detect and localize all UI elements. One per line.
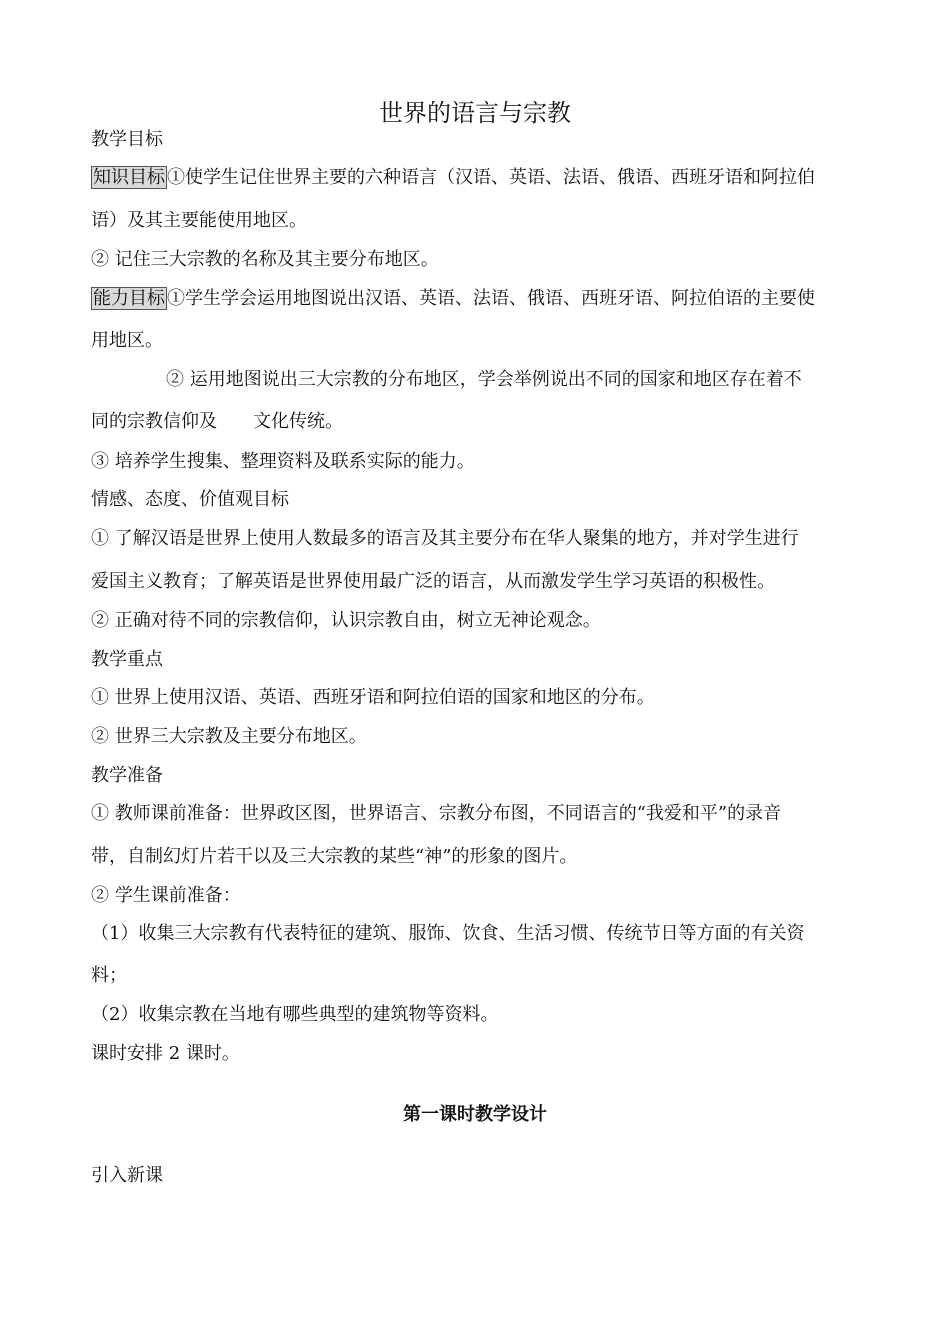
ability-item2-line2 [91,410,343,434]
ability-item1-text: ①学生学会运用地图说出汉语、英语、法语、俄语、西班牙语、阿拉伯语的主要使 [167,288,815,309]
objectives-heading: 教学目标 [91,129,163,150]
lesson1-title: 第一课时教学设计 [403,1104,547,1125]
knowledge-tag: 知识目标 [93,167,165,188]
emotion-item2: ② 正确对待不同的宗教信仰，认识宗教自由，树立无神论观念。 [91,610,601,631]
preparation-teacher-line2: 带，自制幻灯片若干以及三大宗教的某些“神”的形象的图片。 [91,846,578,867]
knowledge-item1-text: ①使学生记住世界主要的六种语言（汉语、英语、法语、俄语、西班牙语和阿拉伯 [167,167,815,188]
key-points-heading: 教学重点 [91,649,163,670]
preparation-heading: 教学准备 [91,765,163,786]
preparation-s1-line1: （1）收集三大宗教有代表特征的建筑、服饰、饮食、生活习惯、传统节日等方面的有关资 [91,923,805,944]
key-points-item2: ② 世界三大宗教及主要分布地区。 [91,726,367,747]
ability-item1-line1 [91,287,815,311]
ability-item1-line2: 用地区。 [91,330,163,351]
preparation-student: ② 学生课前准备： [91,885,241,906]
ability-item2-line1: ② 运用地图说出三大宗教的分布地区，学会举例说出不同的国家和地区存在着不 [166,369,802,390]
ability-item2-line2a: 同的宗教信仰及 [91,411,217,432]
ability-item3: ③ 培养学生搜集、整理资料及联系实际的能力。 [91,451,475,472]
emotion-heading: 情感、态度、价值观目标 [91,489,289,510]
intro-heading: 引入新课 [91,1165,163,1186]
document-title: 世界的语言与宗教 [379,99,571,127]
knowledge-item1-line2: 语）及其主要能使用地区。 [91,210,307,231]
emotion-item1-line2: 爱国主义教育；了解英语是世界使用最广泛的语言，从而激发学生学习英语的积极性。 [91,571,775,592]
preparation-s2: （2）收集宗教在当地有哪些典型的建筑物等资料。 [91,1004,499,1025]
preparation-s1-line2: 料； [91,965,127,986]
ability-item2-line2b: 文化传统。 [253,411,343,432]
knowledge-item1-line1 [91,166,815,190]
emotion-item1-line1: ① 了解汉语是世界上使用人数最多的语言及其主要分布在华人聚集的地方，并对学生进行 [91,528,799,549]
knowledge-item2: ② 记住三大宗教的名称及其主要分布地区。 [91,249,439,270]
schedule: 课时安排 2 课时。 [91,1043,240,1064]
key-points-item1: ① 世界上使用汉语、英语、西班牙语和阿拉伯语的国家和地区的分布。 [91,687,655,708]
preparation-teacher-line1: ① 教师课前准备：世界政区图，世界语言、宗教分布图，不同语言的“我爱和平”的录音 [91,803,782,824]
ability-tag: 能力目标 [93,288,165,309]
